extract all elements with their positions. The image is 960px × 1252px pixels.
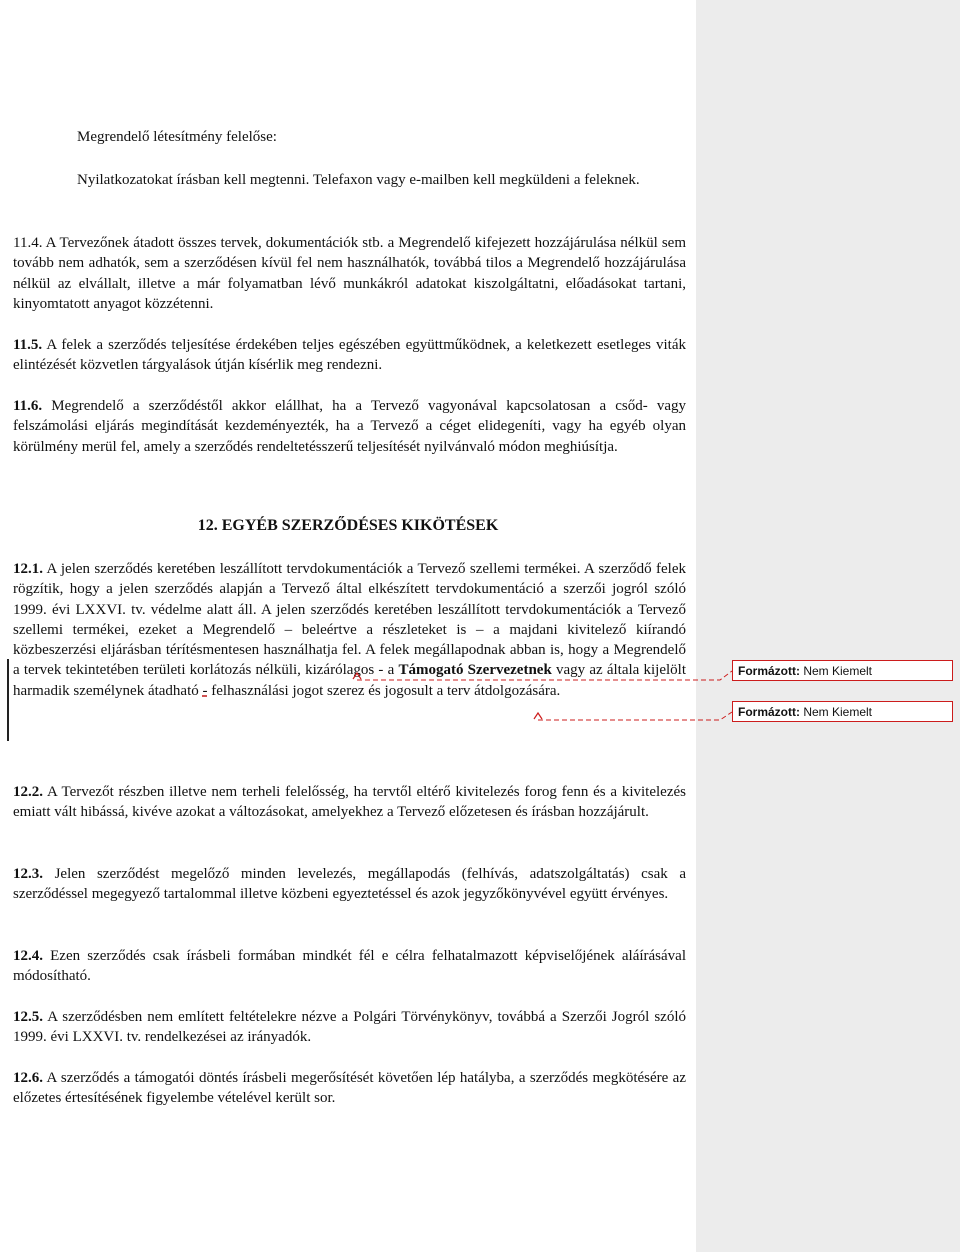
section-number: 12.1. [13, 561, 43, 577]
section-number: 12.6. [13, 1070, 43, 1086]
paragraph-12-4 [13, 946, 686, 987]
paragraph-text: A jelen szerződés keretében leszállított tervdokumentációk a Tervező szellemi termékei. A szerződő felek rögzítik, hogy a jelen szerződés alapján a Tervező által elkészített tervdokumentáció a szerzői jogról szóló 1999. évi LXXVI. tv. védelme alatt áll. A jelen szerződés keretében leszállított tervdokumentációk a Tervező szellemi termékei, ezeket a Megrendelő – beleértve a részleteket is – a majdani kivitelező kiírandó közbeszerzési eljárásban térítésmentesen használhatja fel. [13, 561, 686, 659]
paragraph-text: A felek a szerződés teljesítése érdekében teljes egészében együttműködnek, a keletkezett esetleges viták elintézését közvetlen tárgyalások útján kísérlik meg rendezni. [13, 337, 686, 374]
comment-value: Nem Kiemelt [800, 664, 873, 678]
paragraph-12-5 [13, 1007, 686, 1048]
bold-term: Támogató Szervezetnek [398, 662, 552, 679]
paragraph-text: Jelen szerződést megelőző minden levelezés, megállapodás (felhívás, adatszolgáltatás) csak a szerződéssel megegyező tartalommal illetve közbeni egyeztetéssel és azok jegyzőkönyvével együtt érvényes. [13, 866, 686, 903]
paragraph-11-6 [13, 396, 686, 457]
paragraph-text: A szerződésben nem említett feltételekre nézve a Polgári Törvénykönyv, továbbá a Szerzői Jogról szóló 1999. évi LXXVI. tv. rendelkezései az irányadók. [13, 1009, 686, 1046]
comment-label: Formázott: [738, 705, 800, 719]
comment-value: Nem Kiemelt [800, 705, 873, 719]
section-number: 11.4. [13, 235, 43, 251]
comment-margin-pane [696, 0, 960, 1252]
paragraph-12-1 [13, 559, 686, 701]
change-bar [7, 659, 9, 741]
paragraph-text: A Tervezőt részben illetve nem terheli felelősség, ha tervtől eltérő kivitelezés forog fenn és a kivitelezés emiatt vált hibássá, kivéve azokat a változásokat, amelyekhez a Tervező előzetesen és írásban hozzájárult. [13, 784, 686, 821]
paragraph-text: vagy az általa kijelölt harmadik személynek átadható [13, 662, 686, 699]
section-number: 11.5. [13, 337, 43, 353]
section-number: 12.5. [13, 1009, 43, 1025]
section-number: 12.4. [13, 948, 43, 964]
paragraph-text: A felek megállapodnak abban is, hogy a Megrendelő a tervek tekintetében területi korlátozás nélküli, kizárólagos - a [13, 642, 686, 679]
section-heading-12: 12. EGYÉB SZERZŐDÉSES KIKÖTÉSEK [197, 517, 499, 534]
paragraph-11-4 [13, 233, 686, 314]
paragraph-12-2 [13, 782, 686, 823]
paragraph-text: Megrendelő a szerződéstől akkor elállhat, ha a Tervező vagyonával kapcsolatosan a csőd- vagy felszámolási eljárás megindítását kezdeményezték, ha a Tervező a céget elidegeníti, vagy ha egyéb olyan körülmény merül fel, amely a szerződés rendeltetésszerű teljesítését nyilvánvaló módon meghiúsítja. [13, 398, 686, 455]
paragraph-text: Ezen szerződés csak írásbeli formában mindkét fél e célra felhatalmazott képviselőjének aláírásával módosítható. [13, 948, 686, 985]
paragraph-facility-responsible: Megrendelő létesítmény felelőse: [77, 129, 277, 145]
comment-balloon-1[interactable] [732, 660, 953, 681]
section-number: 11.6. [13, 398, 43, 414]
formatting-marker: - [202, 682, 208, 699]
paragraph-declarations: Nyilatkozatokat írásban kell megtenni. Telefaxon vagy e-mailben kell megküldeni a feleknek. [77, 172, 640, 188]
paragraph-11-5 [13, 335, 686, 376]
paragraph-text: felhasználási jogot szerez és jogosult a terv átdolgozására. [207, 682, 561, 699]
section-number: 12.3. [13, 866, 43, 882]
comment-balloon-2[interactable] [732, 701, 953, 722]
section-number: 12.2. [13, 784, 43, 800]
paragraph-12-3 [13, 864, 686, 905]
paragraph-text: A Tervezőnek átadott összes tervek, dokumentációk stb. a Megrendelő kifejezett hozzájárulása nélkül sem tovább nem adhatók, sem a szerződésen kívül fel nem használhatók, továbbá tilos a Megrendelő hozzájárulása nélkül az elvállalt, illetve a már folyamatban lévő munkákról adatokat kiszolgáltatni, előadásokat tartani, kinyomtatott anyagot közzétenni. [13, 235, 686, 312]
paragraph-12-6 [13, 1068, 686, 1109]
paragraph-text: A szerződés a támogatói döntés írásbeli megerősítését követően lép hatályba, a szerződés megkötésére az előzetes értesítésének figyelembe vételével került sor. [13, 1070, 686, 1107]
comment-label: Formázott: [738, 664, 800, 678]
